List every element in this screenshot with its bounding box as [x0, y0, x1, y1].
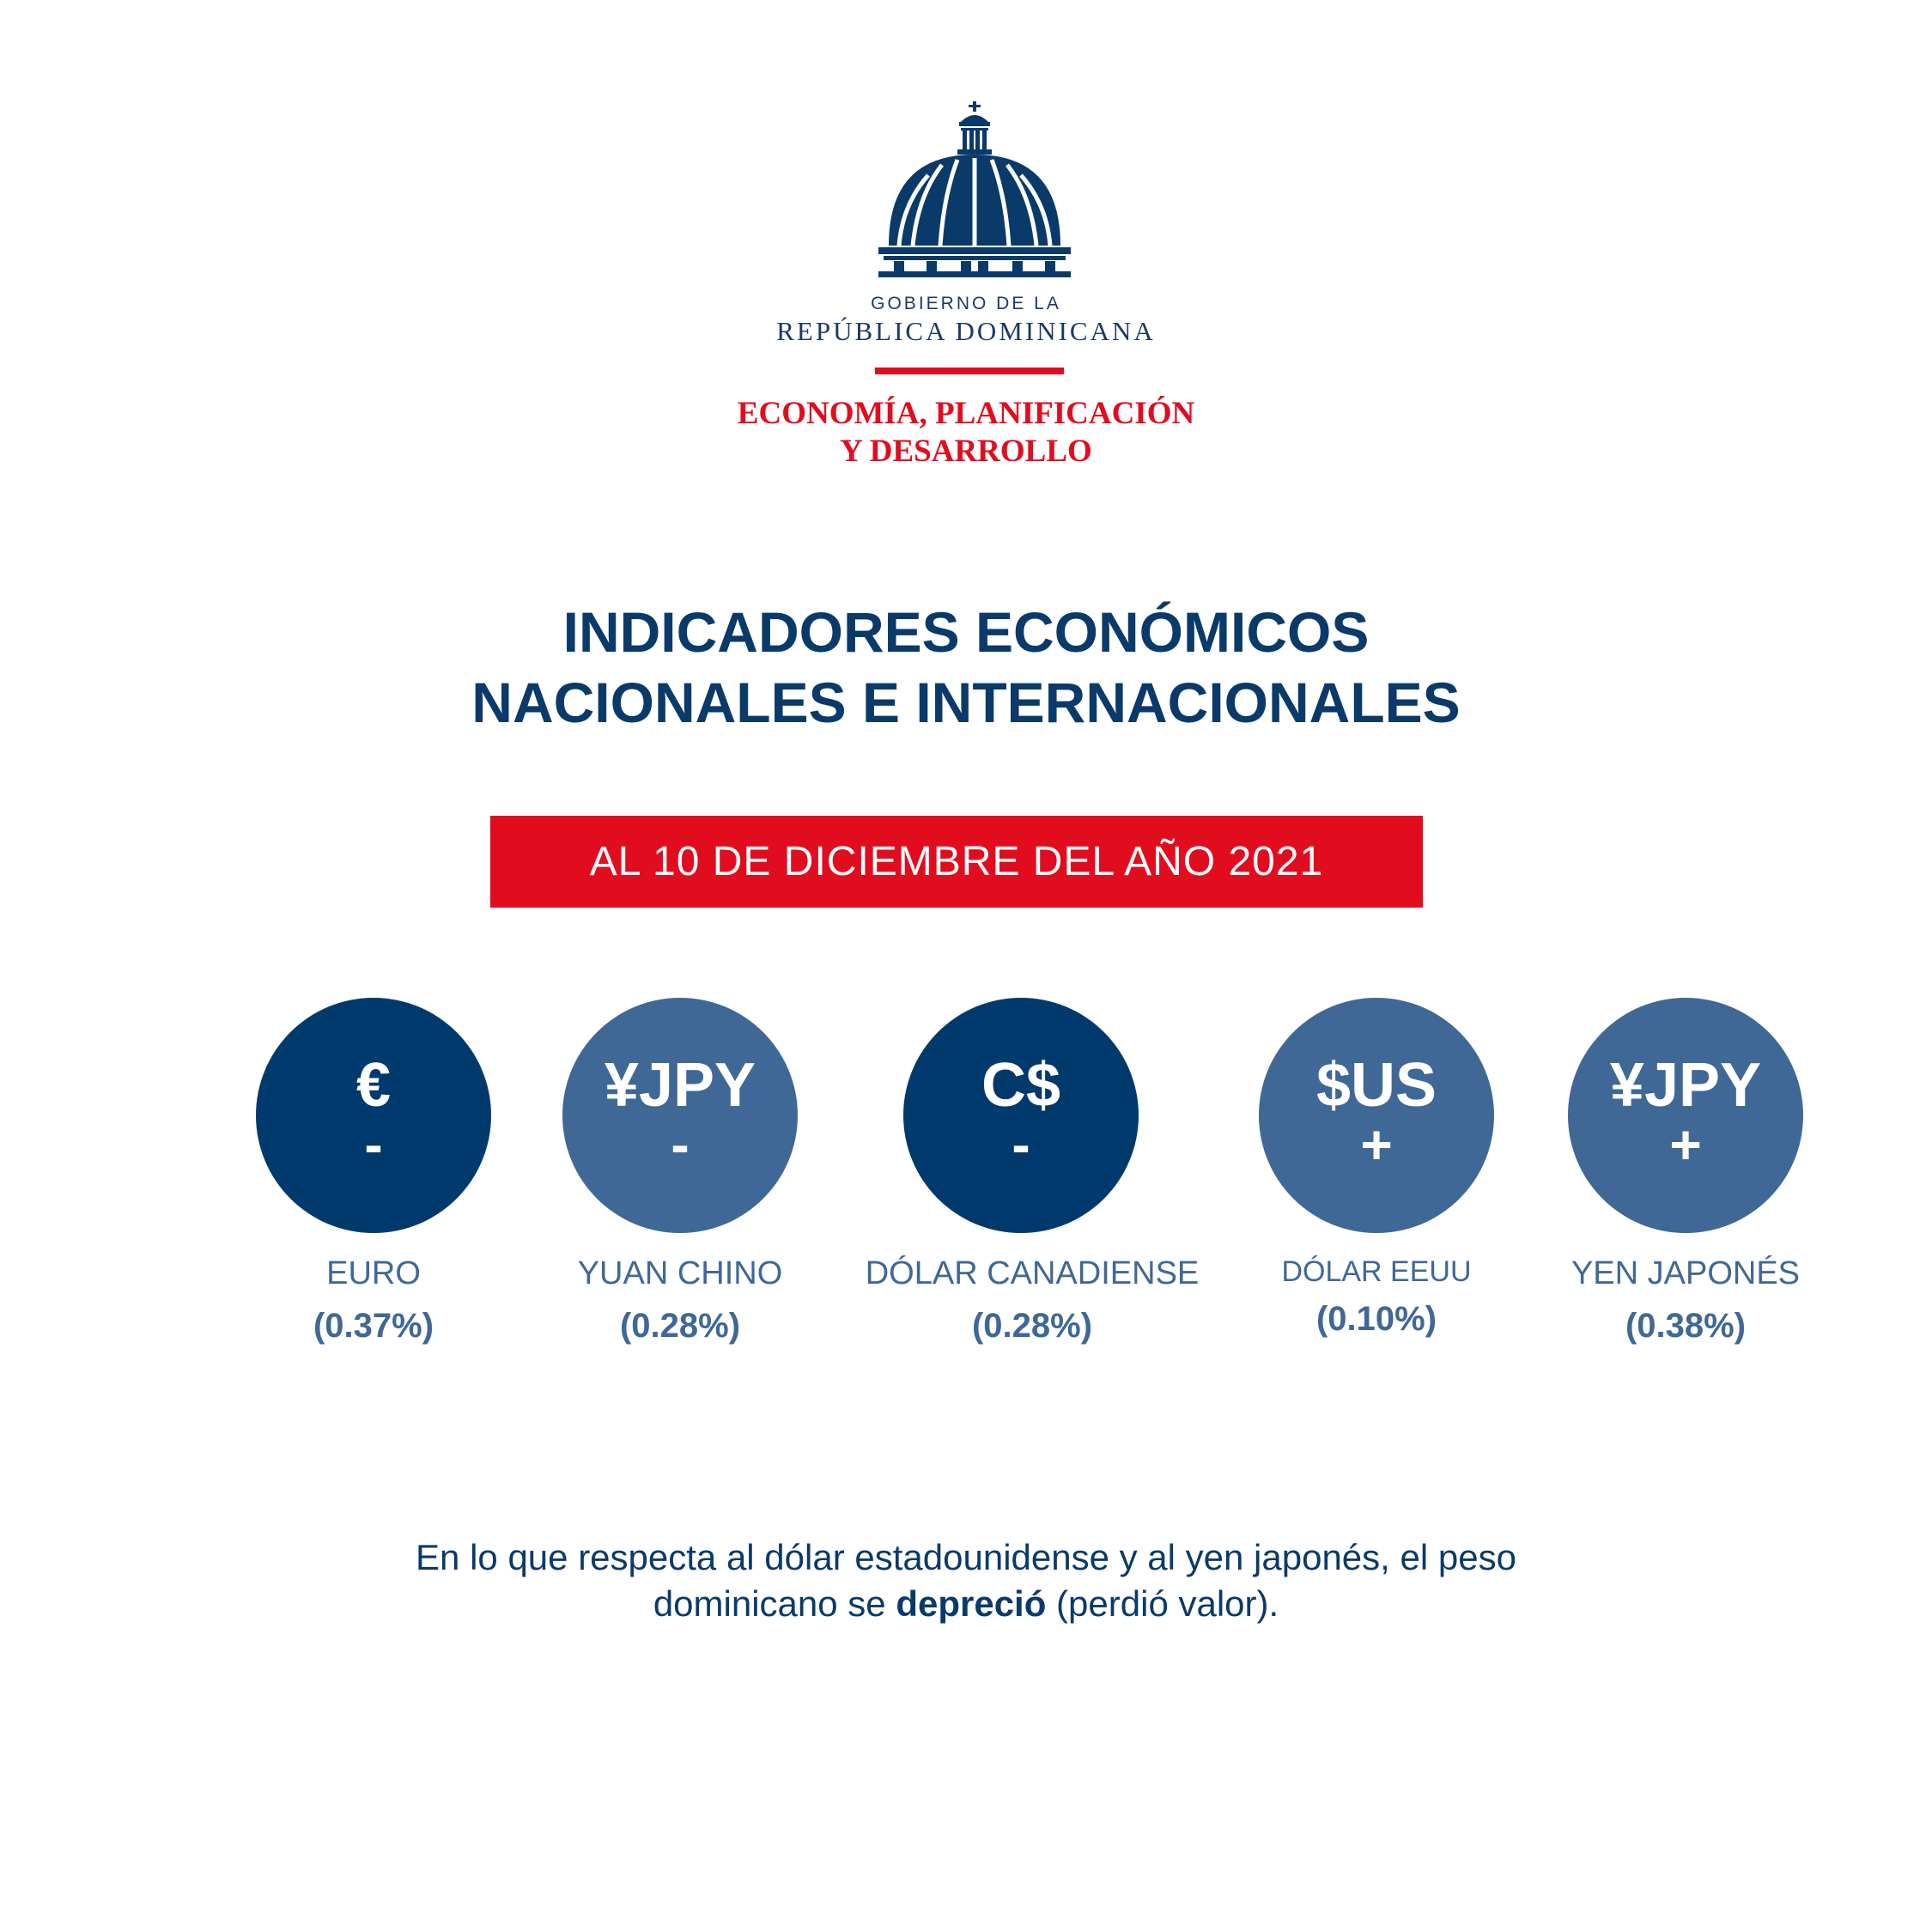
note-line-1: En lo que respecta al dólar estadounidense y al yen japonés, el peso	[416, 1537, 1516, 1577]
currency-symbol: €	[355, 1051, 392, 1120]
change-sign: -	[1012, 1114, 1030, 1176]
currency-name: DÓLAR CANADIENSE	[865, 1255, 1200, 1291]
currency-change: (0.10%)	[1315, 1300, 1437, 1338]
currency-circle-yen	[1568, 998, 1803, 1233]
currency-circle-yuan	[562, 998, 798, 1233]
currency-circle-cad	[903, 998, 1139, 1233]
note-text-post: (perdió valor).	[1046, 1583, 1279, 1624]
currency-symbol: ¥JPY	[1609, 1051, 1762, 1120]
date-banner: AL 10 DE DICIEMBRE DEL AÑO 2021	[490, 816, 1423, 908]
ministry-line-1: ECONOMÍA, PLANIFICACIÓN	[737, 396, 1195, 431]
currency-change: (0.37%)	[313, 1307, 434, 1345]
change-sign: -	[671, 1114, 690, 1176]
currency-name: EURO	[326, 1255, 421, 1291]
currency-symbol: C$	[981, 1051, 1061, 1120]
currency-symbol: $US	[1315, 1051, 1437, 1120]
change-sign: +	[1669, 1114, 1702, 1176]
currency-circle-euro	[256, 998, 491, 1233]
divider-rule	[875, 368, 1064, 374]
title-line-1: INDICADORES ECONÓMICOS	[562, 600, 1370, 664]
ministry-line-2: Y DESARROLLO	[840, 434, 1092, 469]
note-emphasis: depreció	[896, 1583, 1047, 1624]
currency-circle-usd	[1259, 998, 1494, 1233]
government-label: GOBIERNO DE LA	[871, 294, 1061, 313]
republic-name: REPÚBLICA DOMINICANA	[776, 316, 1156, 346]
currency-change: (0.28%)	[971, 1307, 1093, 1345]
currency-name: DÓLAR EEUU	[1281, 1255, 1472, 1288]
title-line-2: NACIONALES E INTERNACIONALES	[471, 671, 1461, 734]
currency-symbol: ¥JPY	[604, 1051, 756, 1120]
page-title	[0, 597, 1932, 738]
change-sign: -	[364, 1114, 383, 1176]
capitol-dome-logo	[872, 101, 1078, 282]
summary-note	[0, 1534, 1932, 1627]
currency-change: (0.38%)	[1625, 1307, 1747, 1345]
note-line-2	[0, 1581, 1932, 1627]
ministry-name	[0, 395, 1932, 471]
currency-name: YUAN CHINO	[577, 1255, 783, 1291]
currency-name: YEN JAPONÉS	[1571, 1255, 1801, 1291]
note-text-pre: dominicano se	[653, 1583, 896, 1624]
currency-change: (0.28%)	[619, 1307, 741, 1345]
change-sign: +	[1360, 1114, 1393, 1176]
